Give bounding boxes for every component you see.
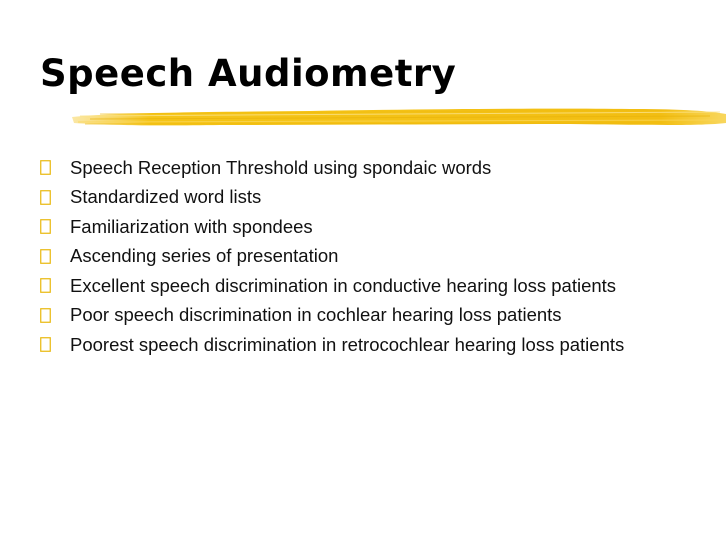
bullet-text: Poor speech discrimination in cochlear hearing loss patients — [70, 304, 562, 326]
bullet-text: Standardized word lists — [70, 186, 262, 208]
bullet-box-icon — [40, 278, 51, 293]
list-item — [40, 212, 624, 242]
list-item — [40, 242, 624, 272]
bullet-text: Excellent speech discrimination in conductive hearing loss patients — [70, 274, 617, 296]
bullet-text: Ascending series of presentation — [70, 245, 339, 267]
bullet-box-icon — [40, 308, 51, 323]
bullet-text: Familiarization with spondees — [70, 215, 313, 237]
list-item — [40, 301, 624, 331]
bullet-box-icon — [40, 249, 51, 264]
list-item — [40, 271, 624, 301]
bullet-text: Speech Reception Threshold using spondaic words — [70, 156, 492, 178]
bullet-text: Poorest speech discrimination in retrocochlear hearing loss patients — [70, 333, 625, 355]
list-item — [40, 330, 624, 360]
highlighter-underline — [70, 103, 728, 135]
bullet-box-icon — [40, 219, 51, 234]
bullet-list — [40, 153, 624, 360]
slide-title: Speech Audiometry — [40, 52, 457, 95]
bullet-box-icon — [40, 160, 51, 175]
bullet-box-icon — [40, 190, 51, 205]
list-item — [40, 183, 624, 213]
bullet-box-icon — [40, 337, 51, 352]
list-item — [40, 153, 624, 183]
